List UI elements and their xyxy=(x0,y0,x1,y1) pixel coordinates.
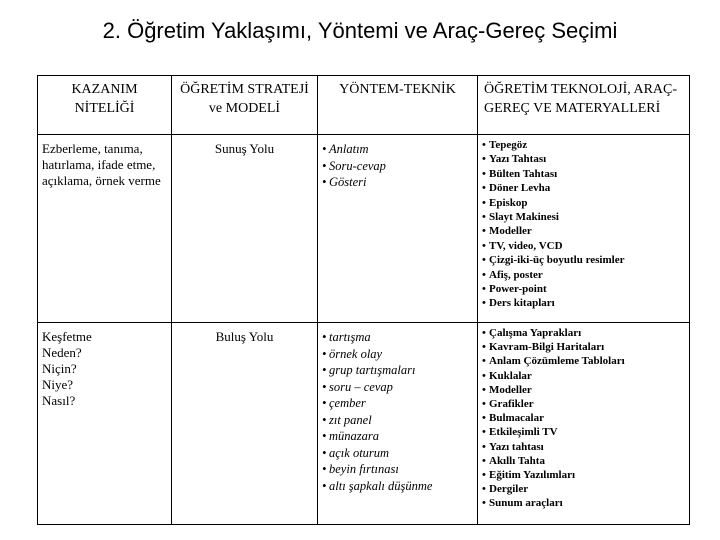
list-item xyxy=(42,345,167,361)
yontem-list xyxy=(322,141,473,191)
bullet-icon: • xyxy=(482,497,486,510)
list-item xyxy=(322,329,473,346)
list-item-text: Slayt Makinesi xyxy=(489,211,559,224)
list-item-text: Dergiler xyxy=(489,483,529,496)
bullet-icon: • xyxy=(482,426,486,439)
bullet-icon: • xyxy=(482,369,486,382)
list-item-text: grup tartışmaları xyxy=(329,363,416,377)
bullet-icon: • xyxy=(482,454,486,467)
bullet-icon: • xyxy=(482,254,486,267)
bullet-icon: • xyxy=(322,412,327,427)
bullet-icon: • xyxy=(322,142,327,156)
list-item-text: Eğitim Yazılımları xyxy=(489,469,576,482)
list-item xyxy=(322,379,473,396)
list-item xyxy=(482,196,685,210)
bullet-icon: • xyxy=(482,283,486,296)
bullet-icon: • xyxy=(482,139,486,151)
list-item-text: Bulmacalar xyxy=(489,412,544,425)
list-item xyxy=(322,395,473,412)
bullet-icon: • xyxy=(482,412,486,425)
list-item xyxy=(322,478,473,495)
bullet-icon: • xyxy=(322,429,327,443)
list-item-text: Yazı Tahtası xyxy=(489,153,547,166)
list-item xyxy=(482,326,685,340)
bullet-icon: • xyxy=(482,297,486,310)
page-title: 2. Öğretim Yaklaşımı, Yöntemi ve Araç-Gereç Seçimi xyxy=(102,18,618,43)
yontem-cell xyxy=(318,323,478,525)
list-item-text: Kuklalar xyxy=(489,369,532,382)
list-item-text: Niye? xyxy=(42,377,74,392)
list-item xyxy=(482,468,685,482)
list-item-text: Sunum araçları xyxy=(489,497,563,510)
bullet-icon: • xyxy=(482,355,486,368)
list-item xyxy=(482,482,685,496)
list-item xyxy=(482,253,685,267)
list-item xyxy=(322,362,473,379)
list-item xyxy=(42,377,167,393)
list-item xyxy=(322,346,473,363)
list-item-text: Yazı tahtası xyxy=(489,440,544,453)
list-item xyxy=(322,412,473,429)
list-item xyxy=(482,296,685,310)
list-item-text: Anlam Çözümleme Tabloları xyxy=(489,355,625,368)
bullet-icon: • xyxy=(482,398,486,411)
bullet-icon: • xyxy=(322,379,327,394)
list-item-text: Bülten Tahtası xyxy=(489,167,558,180)
arac-cell xyxy=(478,323,690,525)
list-item-text: açık oturum xyxy=(329,445,390,460)
kazanim-cell: Ezberleme, tanıma, hatırlama, ifade etme, açıklama, örnek verme xyxy=(38,135,172,323)
kazanim-cell xyxy=(38,323,172,525)
list-item-text: Çalışma Yaprakları xyxy=(489,327,582,339)
yontem-list xyxy=(322,329,473,494)
list-item xyxy=(482,411,685,425)
arac-cell xyxy=(478,135,690,323)
list-item xyxy=(482,440,685,454)
bullet-icon: • xyxy=(482,383,486,396)
list-item xyxy=(482,224,685,238)
list-item xyxy=(482,340,685,354)
bullet-icon: • xyxy=(322,330,327,344)
table-row xyxy=(38,323,690,525)
arac-list xyxy=(482,326,685,511)
bullet-icon: • xyxy=(322,478,327,493)
strateji-cell: Buluş Yolu xyxy=(172,323,318,525)
list-item xyxy=(322,428,473,445)
selection-table xyxy=(37,75,690,525)
kazanim-list xyxy=(42,329,167,409)
bullet-icon: • xyxy=(482,153,486,166)
list-item xyxy=(42,329,167,345)
list-item-text: tartışma xyxy=(329,330,371,344)
list-item-text: Ders kitapları xyxy=(489,297,555,310)
list-item-text: Nasıl? xyxy=(42,393,76,408)
bullet-icon: • xyxy=(322,396,327,410)
list-item xyxy=(482,369,685,383)
list-item xyxy=(482,383,685,397)
list-item-text: Akıllı Tahta xyxy=(489,454,545,467)
list-item xyxy=(322,158,473,175)
bullet-icon: • xyxy=(482,327,486,339)
list-item-text: zıt panel xyxy=(329,412,372,427)
yontem-cell xyxy=(318,135,478,323)
list-item-text: Çizgi-iki-üç boyutlu resimler xyxy=(489,254,625,267)
bullet-icon: • xyxy=(482,182,486,195)
list-item xyxy=(42,393,167,409)
list-item-text: Episkop xyxy=(489,196,528,209)
bullet-icon: • xyxy=(482,469,486,482)
list-item xyxy=(482,152,685,166)
list-item-text: altı şapkalı düşünme xyxy=(329,478,433,493)
list-item-text: örnek olay xyxy=(329,346,383,361)
list-item-text: Etkileşimli TV xyxy=(489,426,558,439)
arac-list xyxy=(482,138,685,311)
bullet-icon: • xyxy=(482,341,486,354)
list-item xyxy=(482,181,685,195)
header-row xyxy=(38,76,690,135)
list-item-text: soru – cevap xyxy=(329,379,393,394)
bullet-icon: • xyxy=(322,363,327,377)
bullet-icon: • xyxy=(482,211,486,224)
header-kazanim: KAZANIM NİTELİĞİ xyxy=(38,76,172,135)
list-item-text: Soru-cevap xyxy=(329,158,386,173)
list-item-text: TV, video, VCD xyxy=(489,239,563,252)
list-item xyxy=(482,454,685,468)
list-item-text: Modeller xyxy=(489,225,532,238)
list-item-text: Niçin? xyxy=(42,361,77,376)
list-item-text: Neden? xyxy=(42,345,82,360)
list-item-text: beyin fırtınası xyxy=(329,462,399,476)
bullet-icon: • xyxy=(322,445,327,460)
bullet-icon: • xyxy=(322,346,327,361)
list-item xyxy=(482,167,685,181)
list-item-text: Gösteri xyxy=(329,175,367,189)
table-row xyxy=(38,135,690,323)
list-item xyxy=(482,138,685,152)
list-item xyxy=(482,282,685,296)
bullet-icon: • xyxy=(482,268,486,281)
bullet-icon: • xyxy=(322,462,327,476)
header-yontem: YÖNTEM-TEKNİK xyxy=(318,76,478,135)
list-item xyxy=(482,210,685,224)
list-item xyxy=(482,425,685,439)
list-item-text: Afiş, poster xyxy=(489,268,543,281)
list-item-text: Anlatım xyxy=(329,142,369,156)
list-item xyxy=(42,361,167,377)
bullet-icon: • xyxy=(482,239,486,252)
list-item xyxy=(482,268,685,282)
bullet-icon: • xyxy=(482,483,486,496)
list-item xyxy=(322,174,473,191)
bullet-icon: • xyxy=(482,225,486,238)
header-strateji: ÖĞRETİM STRATEJİ ve MODELİ xyxy=(172,76,318,135)
bullet-icon: • xyxy=(482,167,486,180)
bullet-icon: • xyxy=(482,196,486,209)
list-item-text: Tepegöz xyxy=(489,139,528,151)
list-item-text: Kavram-Bilgi Haritaları xyxy=(489,341,605,354)
list-item xyxy=(322,141,473,158)
list-item-text: Modeller xyxy=(489,383,532,396)
bullet-icon: • xyxy=(322,158,327,173)
bullet-icon: • xyxy=(322,175,327,189)
list-item xyxy=(482,239,685,253)
strateji-cell: Sunuş Yolu xyxy=(172,135,318,323)
header-arac: ÖĞRETİM TEKNOLOJİ, ARAÇ-GEREÇ VE MATERYALLERİ xyxy=(478,76,690,135)
bullet-icon: • xyxy=(482,440,486,453)
list-item xyxy=(322,461,473,478)
list-item-text: Döner Levha xyxy=(489,182,551,195)
list-item xyxy=(322,445,473,462)
list-item-text: Power-point xyxy=(489,283,547,296)
list-item xyxy=(482,397,685,411)
list-item-text: münazara xyxy=(329,429,380,443)
list-item-text: çember xyxy=(329,396,366,410)
list-item xyxy=(482,354,685,368)
list-item-text: Keşfetme xyxy=(42,329,92,344)
list-item-text: Grafikler xyxy=(489,398,534,411)
list-item xyxy=(482,496,685,510)
